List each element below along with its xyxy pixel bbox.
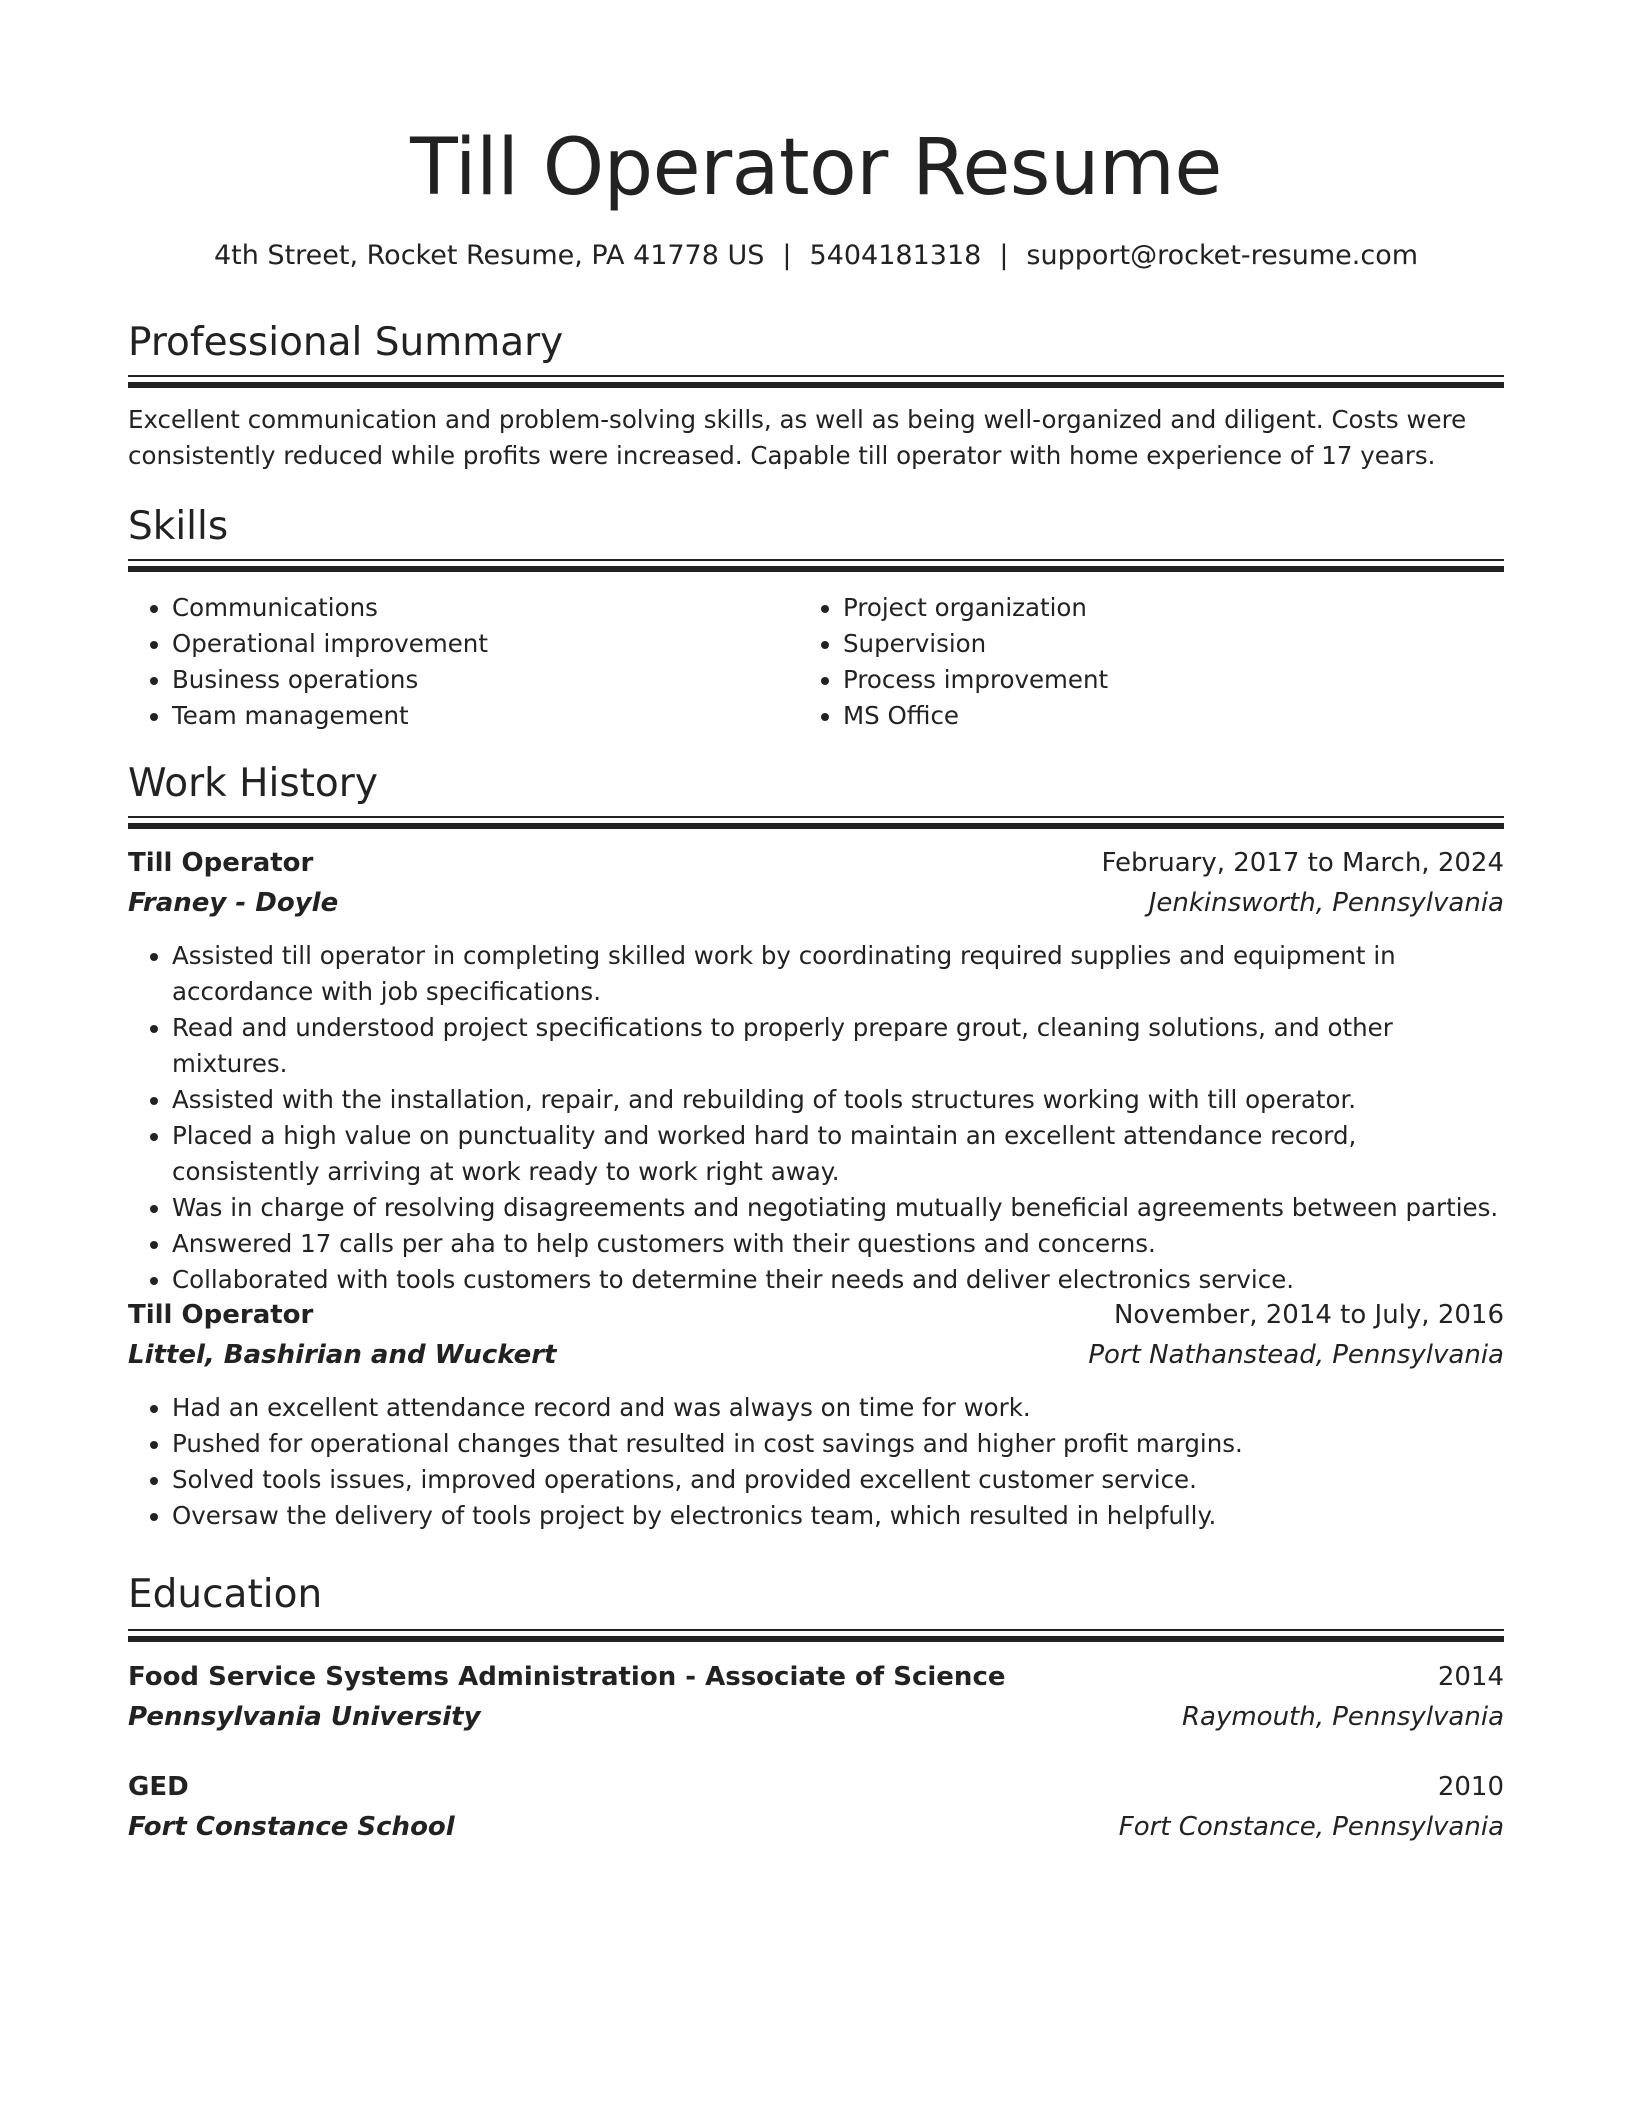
- job-subheader: [128, 1335, 1504, 1375]
- job-bullet: • Placed a high value on punctuality and worked hard to maintain an excellent attendance record, consistently arriving at work ready to work right away.: [172, 1118, 1504, 1190]
- job-header: [128, 843, 1504, 883]
- job-bullet: • Oversaw the delivery of tools project by electronics team, which resulted in helpfully.: [172, 1498, 1504, 1534]
- job-bullet: • Read and understood project specifications to properly prepare grout, cleaning solutions, and other mixtures.: [172, 1010, 1504, 1082]
- education-degree: GED: [128, 1772, 189, 1802]
- job-bullet: • Was in charge of resolving disagreements and negotiating mutually beneficial agreements between parties.: [172, 1190, 1504, 1226]
- section-divider: [128, 566, 1504, 572]
- job-location: Port Nathanstead, Pennsylvania: [1088, 1340, 1504, 1370]
- job-dates: November, 2014 to July, 2016: [1113, 1300, 1504, 1330]
- job-company: Franey - Doyle: [128, 888, 339, 918]
- job-bullet: • Assisted till operator in completing skilled work by coordinating required supplies and equipment in accordance with job specifications.: [172, 938, 1504, 1010]
- page-title: Till Operator Resume: [410, 123, 1222, 213]
- job-title: Till Operator: [128, 848, 314, 878]
- skill-item: • Operational improvement: [172, 626, 792, 662]
- education-school: Fort Constance School: [128, 1812, 455, 1842]
- job-bullet: • Pushed for operational changes that resulted in cost savings and higher profit margins.: [172, 1426, 1504, 1462]
- education-school: Pennsylvania University: [128, 1702, 481, 1732]
- skills-list-right: [799, 590, 1503, 734]
- summary-heading: Professional Summary: [128, 320, 564, 365]
- skill-item: • MS Office: [843, 698, 1503, 734]
- summary-text: Excellent communication and problem-solving skills, as well as being well-organized and diligent. Costs were consistently reduced while profits were increased. Capable till operator with home experience of 17 years.: [128, 405, 1467, 470]
- job-bullets: [128, 938, 1504, 1298]
- job-bullet: • Solved tools issues, improved operations, and provided excellent customer service.: [172, 1462, 1504, 1498]
- education-year: 2010: [1437, 1772, 1504, 1802]
- job-location: Jenkinsworth, Pennsylvania: [1148, 888, 1504, 918]
- contact-separator: |: [999, 240, 1009, 271]
- job-subheader: [128, 883, 1504, 923]
- contact-email: support@rocket-resume.com: [1026, 240, 1419, 271]
- skill-item: • Team management: [172, 698, 792, 734]
- skill-item: • Process improvement: [843, 662, 1503, 698]
- section-divider: [128, 1636, 1504, 1642]
- education-location: Raymouth, Pennsylvania: [1181, 1702, 1504, 1732]
- section-divider: [128, 823, 1504, 829]
- contact-phone: 5404181318: [809, 240, 982, 271]
- skill-item: • Supervision: [843, 626, 1503, 662]
- job-bullet: • Answered 17 calls per aha to help customers with their questions and concerns.: [172, 1226, 1504, 1262]
- education-section: [128, 1570, 1504, 1620]
- job-dates: February, 2017 to March, 2024: [1101, 848, 1504, 878]
- work-section: [128, 759, 1504, 809]
- section-divider: [128, 816, 1504, 818]
- job-header: [128, 1295, 1504, 1335]
- skill-item: • Communications: [172, 590, 792, 626]
- job-bullets: [128, 1390, 1504, 1534]
- skills-heading: Skills: [128, 504, 229, 549]
- job-bullet: • Assisted with the installation, repair, and rebuilding of tools structures working with till operator.: [172, 1082, 1504, 1118]
- education-subheader: [128, 1697, 1504, 1737]
- education-header: [128, 1657, 1504, 1697]
- job-company: Littel, Bashirian and Wuckert: [128, 1340, 557, 1370]
- contact-separator: |: [782, 240, 792, 271]
- education-degree: Food Service Systems Administration - Associate of Science: [128, 1662, 1006, 1692]
- contact-line: [128, 238, 1504, 274]
- skills-section: [128, 502, 1504, 552]
- section-divider: [128, 1629, 1504, 1631]
- education-heading: Education: [128, 1572, 323, 1617]
- section-divider: [128, 559, 1504, 561]
- job-title: Till Operator: [128, 1300, 314, 1330]
- skill-item: • Project organization: [843, 590, 1503, 626]
- work-heading: Work History: [128, 761, 378, 806]
- job-bullet: • Collaborated with tools customers to determine their needs and deliver electronics service.: [172, 1262, 1504, 1298]
- education-header: [128, 1767, 1504, 1807]
- skills-list-left: [128, 590, 792, 734]
- education-subheader: [128, 1807, 1504, 1847]
- contact-address: 4th Street, Rocket Resume, PA 41778 US: [213, 240, 765, 271]
- summary-section: [128, 318, 1504, 368]
- job-bullet: • Had an excellent attendance record and was always on time for work.: [172, 1390, 1504, 1426]
- education-location: Fort Constance, Pennsylvania: [1118, 1812, 1504, 1842]
- section-divider: [128, 375, 1504, 377]
- education-year: 2014: [1437, 1662, 1504, 1692]
- section-divider: [128, 382, 1504, 388]
- skill-item: • Business operations: [172, 662, 792, 698]
